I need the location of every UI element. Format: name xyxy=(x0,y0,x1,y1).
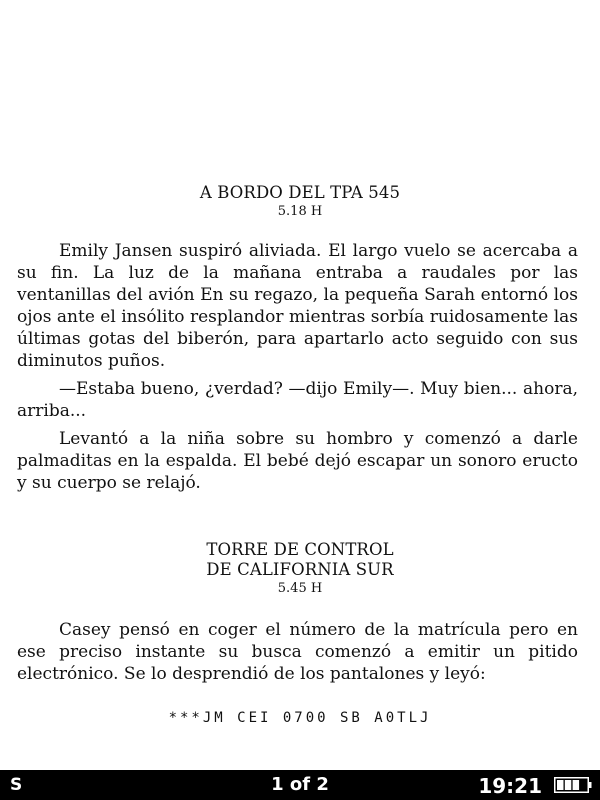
section-title-2-line2: DE CALIFORNIA SUR xyxy=(206,560,394,579)
page-indicator: 1 of 2 xyxy=(271,774,329,795)
section-heading-1 xyxy=(0,183,600,221)
paragraph: —Estaba bueno, ¿verdad? —dijo Emily—. Muy bien... ahora, arriba... xyxy=(17,379,578,421)
section-time-1: 5.18 H xyxy=(277,204,323,219)
battery-cell xyxy=(557,780,564,790)
paragraph: Emily Jansen suspiró aliviada. El largo vuelo se acercaba a su fin. La luz de la mañana entraba a raudales por las ventanillas del avión En su regazo, la pequeña Sarah entornó los ojos ante el insólito resplandor mientras sorbía ruidosamente las últimas gotas del biberón, para apartarlo acto seguido con sus diminutos puños. xyxy=(17,241,578,371)
section-heading-2 xyxy=(0,540,600,598)
section-body-2 xyxy=(17,619,578,691)
battery-cell xyxy=(573,780,580,790)
pager-message: ***JM CEI 0700 SB A0TLJ xyxy=(168,710,432,726)
status-bar xyxy=(0,770,600,800)
clock: 19:21 xyxy=(478,774,542,798)
battery-icon xyxy=(554,777,592,793)
section-time-2: 5.45 H xyxy=(277,581,323,596)
status-left-icon[interactable]: S xyxy=(10,775,23,795)
paragraph: Levantó a la niña sobre su hombro y comenzó a darle palmaditas en la espalda. El bebé dejó escapar un sonoro eructo y su cuerpo se relajó. xyxy=(17,429,578,493)
section-title-2-line1: TORRE DE CONTROL xyxy=(206,540,394,559)
paragraph: Casey pensó en coger el número de la matrícula pero en ese preciso instante su busca comenzó a emitir un pitido electrónico. Se lo desprendió de los pantalones y leyó: xyxy=(17,620,578,684)
section-body-1 xyxy=(17,240,578,500)
battery-cell xyxy=(565,780,572,790)
section-title-1: A BORDO DEL TPA 545 xyxy=(199,183,401,202)
